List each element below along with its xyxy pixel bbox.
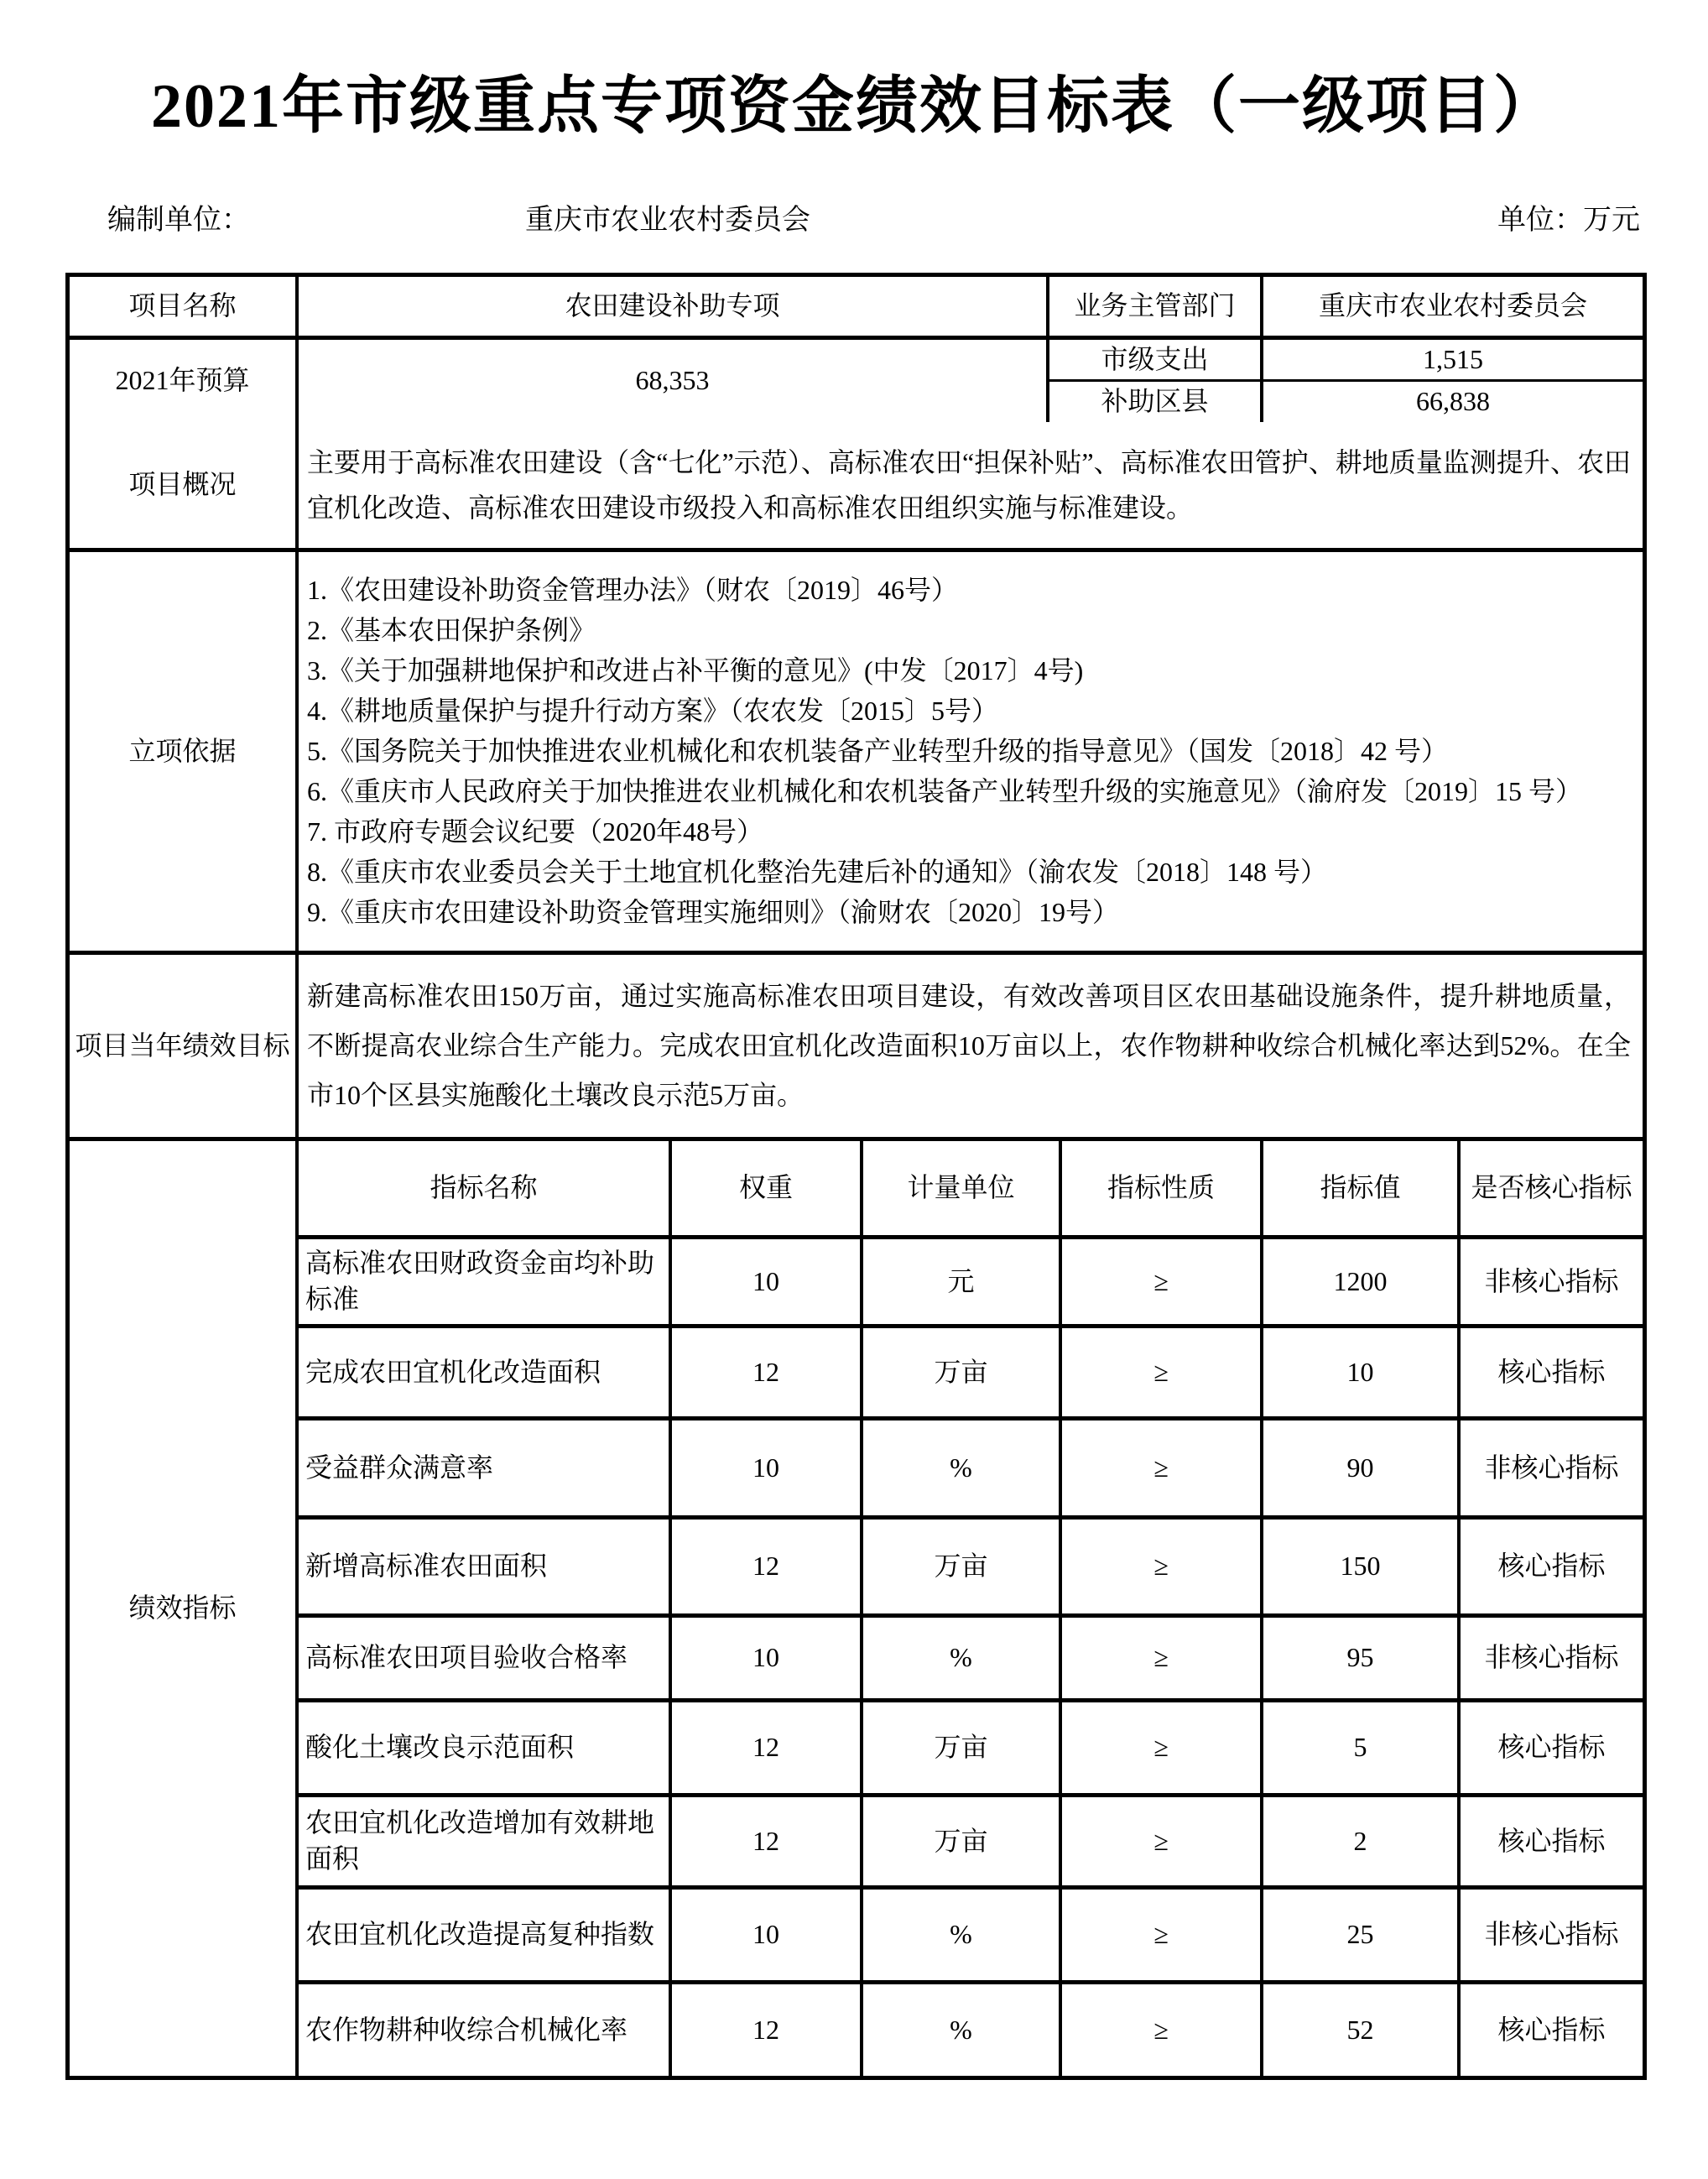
col-header-name: 指标名称 bbox=[299, 1141, 672, 1239]
goal-label-text: 项目当年绩效目标 bbox=[75, 1030, 290, 1061]
dept-label: 业务主管部门 bbox=[1049, 277, 1263, 340]
indicator-unit: 万亩 bbox=[863, 1520, 1062, 1618]
indicator-value: 150 bbox=[1263, 1520, 1461, 1618]
currency-unit-label: 单位：万元 bbox=[1497, 204, 1640, 236]
project-name-label: 项目名称 bbox=[70, 277, 299, 340]
basis-item: 2.《基本农田保护条例》 bbox=[307, 615, 596, 646]
indicator-nature: ≥ bbox=[1062, 1702, 1263, 1797]
overview-label: 项目概况 bbox=[70, 422, 299, 552]
project-name-value: 农田建设补助专项 bbox=[299, 277, 1049, 340]
indicator-name: 农田宜机化改造增加有效耕地面积 bbox=[299, 1797, 672, 1890]
basis-item: 3.《关于加强耕地保护和改进占补平衡的意见》(中发〔2017〕4号) bbox=[307, 655, 1084, 686]
indicator-value: 5 bbox=[1263, 1702, 1461, 1797]
col-header-weight: 权重 bbox=[672, 1141, 863, 1239]
indicator-core: 核心指标 bbox=[1497, 2014, 1606, 2045]
indicator-weight: 12 bbox=[672, 1797, 863, 1890]
dept-value: 重庆市农业农村委员会 bbox=[1263, 277, 1643, 340]
basis-list bbox=[307, 570, 1631, 932]
indicator-value: 2 bbox=[1263, 1797, 1461, 1890]
indicator-unit: 万亩 bbox=[863, 1702, 1062, 1797]
col-header-unit: 计量单位 bbox=[863, 1141, 1062, 1239]
basis-item: 7. 市政府专题会议纪要（2020年48号） bbox=[307, 816, 764, 847]
col-header-value: 指标值 bbox=[1263, 1141, 1461, 1239]
indicator-core: 核心指标 bbox=[1461, 1520, 1643, 1618]
col-header-nature: 指标性质 bbox=[1062, 1141, 1263, 1239]
budget-label: 2021年预算 bbox=[70, 340, 299, 422]
goal-text: 新建高标准农田150万亩，通过实施高标准农田项目建设，有效改善项目区农田基础设施条件，提升耕地质量，不断提高农业综合生产能力。完成农田宜机化改造面积10万亩以上，农作物耕种收综合机械化率达到52%。在全市10个区县实施酸化土壤改良示范5万亩。 bbox=[307, 980, 1631, 1110]
indicator-weight: 10 bbox=[672, 1239, 863, 1328]
indicator-value: 52 bbox=[1263, 1984, 1461, 2076]
indicator-nature: ≥ bbox=[1062, 1239, 1263, 1328]
indicator-weight: 12 bbox=[672, 1702, 863, 1797]
indicator-unit: 万亩 bbox=[863, 1328, 1062, 1421]
page-title: 2021年市级重点专项资金绩效目标表（一级项目） bbox=[151, 72, 1557, 141]
indicator-unit: 万亩 bbox=[863, 1797, 1062, 1890]
indicator-value: 1200 bbox=[1263, 1239, 1461, 1328]
indicator-weight: 12 bbox=[672, 1984, 863, 2076]
city-expense-label: 市级支出 bbox=[1049, 340, 1263, 382]
basis-item: 1.《农田建设补助资金管理办法》（财农〔2019〕46号） bbox=[307, 575, 959, 606]
indicator-nature: ≥ bbox=[1062, 1618, 1263, 1702]
basis-item: 5.《国务院关于加快推进农业机械化和农机装备产业转型升级的指导意见》（国发〔2018〕42 号） bbox=[307, 736, 1449, 767]
indicator-core: 非核心指标 bbox=[1461, 1421, 1643, 1520]
indicators-section-label: 绩效指标 bbox=[70, 1141, 299, 2076]
indicator-nature: ≥ bbox=[1062, 1421, 1263, 1520]
indicator-nature: ≥ bbox=[1062, 1890, 1263, 1984]
project-header-section bbox=[70, 277, 1643, 422]
indicator-nature: ≥ bbox=[1062, 1984, 1263, 2076]
county-subsidy-label: 补助区县 bbox=[1049, 382, 1263, 422]
goal-text-cell bbox=[299, 955, 1643, 1141]
city-expense-value: 1,515 bbox=[1263, 340, 1643, 382]
indicator-name: 农田宜机化改造提高复种指数 bbox=[299, 1890, 672, 1984]
indicator-unit: 元 bbox=[863, 1239, 1062, 1328]
indicator-weight: 10 bbox=[672, 1618, 863, 1702]
indicator-nature: ≥ bbox=[1062, 1797, 1263, 1890]
indicator-core: 非核心指标 bbox=[1461, 1239, 1643, 1328]
indicator-core: 非核心指标 bbox=[1461, 1618, 1643, 1702]
indicator-core: 核心指标 bbox=[1461, 1797, 1643, 1890]
county-subsidy-value: 66,838 bbox=[1416, 386, 1490, 417]
indicator-core: 非核心指标 bbox=[1461, 1890, 1643, 1984]
indicator-value: 95 bbox=[1263, 1618, 1461, 1702]
basis-item: 9.《重庆市农田建设补助资金管理实施细则》（渝财农〔2020〕19号） bbox=[307, 897, 1120, 928]
performance-target-table bbox=[65, 273, 1647, 2080]
indicator-name: 完成农田宜机化改造面积 bbox=[299, 1328, 672, 1421]
indicator-name: 新增高标准农田面积 bbox=[299, 1520, 672, 1618]
col-header-core: 是否核心指标 bbox=[1461, 1141, 1643, 1239]
basis-item: 4.《耕地质量保护与提升行动方案》（农农发〔2015〕5号） bbox=[307, 696, 999, 727]
overview-text-cell bbox=[299, 422, 1643, 552]
indicator-unit: % bbox=[863, 1984, 1062, 2076]
indicator-core: 核心指标 bbox=[1461, 1328, 1643, 1421]
indicator-name: 受益群众满意率 bbox=[299, 1421, 672, 1520]
indicator-weight: 12 bbox=[672, 1328, 863, 1421]
project-detail-section bbox=[70, 422, 1643, 1141]
indicator-core: 核心指标 bbox=[1461, 1702, 1643, 1797]
indicator-name: 高标准农田项目验收合格率 bbox=[299, 1618, 672, 1702]
indicator-value: 25 bbox=[1263, 1890, 1461, 1984]
budget-total-value: 68,353 bbox=[299, 340, 1049, 422]
basis-item: 6.《重庆市人民政府关于加快推进农业机械化和农机装备产业转型升级的实施意见》（渝府发〔2019〕15 号） bbox=[307, 776, 1583, 807]
header-info-line bbox=[65, 196, 1647, 237]
indicator-value: 10 bbox=[1263, 1328, 1461, 1421]
indicators-section bbox=[70, 1141, 1643, 2076]
indicator-unit: % bbox=[863, 1421, 1062, 1520]
overview-text: 主要用于高标准农田建设（含“七化”示范）、高标准农田“担保补贴”、高标准农田管护、耕地质量监测提升、农田宜机化改造、高标准农田建设市级投入和高标准农田组织实施与标准建设。 bbox=[307, 446, 1631, 523]
indicator-unit: % bbox=[863, 1890, 1062, 1984]
indicator-unit: % bbox=[863, 1618, 1062, 1702]
indicator-name: 高标准农田财政资金亩均补助标准 bbox=[299, 1239, 672, 1328]
basis-label: 立项依据 bbox=[70, 552, 299, 955]
prepared-by-value: 重庆市农业农村委员会 bbox=[525, 204, 810, 236]
indicator-weight: 12 bbox=[672, 1520, 863, 1618]
goal-label bbox=[70, 955, 299, 1141]
indicator-nature: ≥ bbox=[1062, 1520, 1263, 1618]
indicator-name: 农作物耕种收综合机械化率 bbox=[299, 1984, 672, 2076]
indicator-weight: 10 bbox=[672, 1890, 863, 1984]
basis-item: 8.《重庆市农业委员会关于土地宜机化整治先建后补的通知》（渝农发〔2018〕148 号） bbox=[307, 857, 1328, 888]
prepared-by-label: 编制单位： bbox=[107, 204, 250, 236]
indicator-nature: ≥ bbox=[1062, 1328, 1263, 1421]
indicator-weight: 10 bbox=[672, 1421, 863, 1520]
basis-text-cell bbox=[299, 552, 1643, 955]
indicator-value: 90 bbox=[1263, 1421, 1461, 1520]
indicator-name: 酸化土壤改良示范面积 bbox=[299, 1702, 672, 1797]
